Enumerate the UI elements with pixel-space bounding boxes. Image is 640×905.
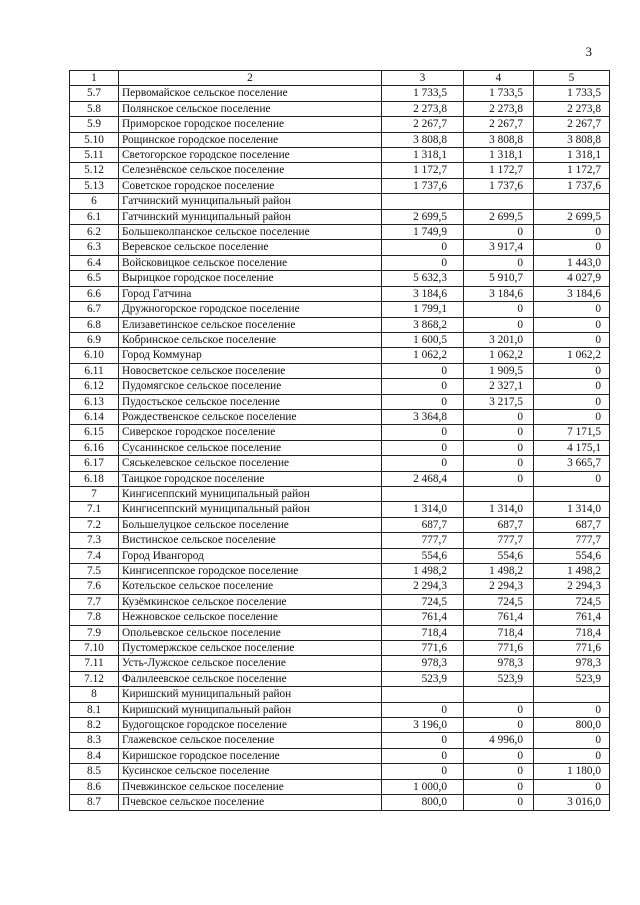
row-number-cell: 7.11: [70, 656, 119, 671]
value-cell-col4: 3 917,4: [464, 240, 534, 255]
table-row: [70, 194, 610, 209]
name-cell: Приморское городское поселение: [119, 117, 382, 132]
value-cell-col3: 978,3: [382, 656, 464, 671]
value-cell-col5: 2 294,3: [534, 579, 610, 594]
value-cell-col4: 0: [464, 764, 534, 779]
name-cell: Пудомягское сельское поселение: [119, 379, 382, 394]
table-row: [70, 148, 610, 163]
value-cell-col3: 3 808,8: [382, 132, 464, 147]
row-number-cell: 6.18: [70, 471, 119, 486]
value-cell-col3: 1 733,5: [382, 86, 464, 101]
table-row: [70, 271, 610, 286]
value-cell-col3: 1 737,6: [382, 178, 464, 193]
row-number-cell: 6.12: [70, 379, 119, 394]
header-cell-1: 1: [70, 71, 119, 86]
row-number-cell: 6.15: [70, 425, 119, 440]
table-row: [70, 594, 610, 609]
row-number-cell: 7.12: [70, 671, 119, 686]
value-cell-col5: 1 172,7: [534, 163, 610, 178]
row-number-cell: 7.2: [70, 517, 119, 532]
row-number-cell: 7.3: [70, 533, 119, 548]
value-cell-col4: 1 314,0: [464, 502, 534, 517]
value-cell-col3: [382, 486, 464, 501]
name-cell: Селезнёвское сельское поселение: [119, 163, 382, 178]
row-number-cell: 6.3: [70, 240, 119, 255]
value-cell-col3: 3 184,6: [382, 286, 464, 301]
value-cell-col4: 3 201,0: [464, 332, 534, 347]
value-cell-col3: 2 699,5: [382, 209, 464, 224]
value-cell-col5: 0: [534, 363, 610, 378]
row-number-cell: 6.4: [70, 255, 119, 270]
row-number-cell: 6.7: [70, 302, 119, 317]
value-cell-col5: 771,6: [534, 641, 610, 656]
name-cell: Елизаветинское сельское поселение: [119, 317, 382, 332]
name-cell: Сиверское городское поселение: [119, 425, 382, 440]
row-number-cell: 5.10: [70, 132, 119, 147]
name-cell: Сяськелевское сельское поселение: [119, 456, 382, 471]
table-row: [70, 564, 610, 579]
table-row: [70, 240, 610, 255]
name-cell: Первомайское сельское поселение: [119, 86, 382, 101]
value-cell-col3: 771,6: [382, 641, 464, 656]
row-number-cell: 6.5: [70, 271, 119, 286]
name-cell: Веревское сельское поселение: [119, 240, 382, 255]
value-cell-col5: 0: [534, 332, 610, 347]
value-cell-col4: 718,4: [464, 625, 534, 640]
value-cell-col5: 7 171,5: [534, 425, 610, 440]
name-cell: Пустомержское сельское поселение: [119, 641, 382, 656]
value-cell-col4: 0: [464, 225, 534, 240]
table-row: [70, 502, 610, 517]
table-row: [70, 132, 610, 147]
table-row: [70, 702, 610, 717]
value-cell-col4: 1 733,5: [464, 86, 534, 101]
value-cell-col4: 1 909,5: [464, 363, 534, 378]
table-row: [70, 795, 610, 810]
name-cell: Город Гатчина: [119, 286, 382, 301]
name-cell: Кузёмкинское сельское поселение: [119, 594, 382, 609]
table-row: [70, 548, 610, 563]
value-cell-col5: 3 808,8: [534, 132, 610, 147]
row-number-cell: 6.13: [70, 394, 119, 409]
value-cell-col4: 1 172,7: [464, 163, 534, 178]
value-cell-col5: 4 175,1: [534, 440, 610, 455]
name-cell: Новосветское сельское поселение: [119, 363, 382, 378]
row-number-cell: 7.8: [70, 610, 119, 625]
value-cell-col5: 0: [534, 394, 610, 409]
row-number-cell: 6.10: [70, 348, 119, 363]
table-row: [70, 101, 610, 116]
value-cell-col4: 4 996,0: [464, 733, 534, 748]
value-cell-col5: 2 267,7: [534, 117, 610, 132]
value-cell-col4: 0: [464, 317, 534, 332]
table-row: [70, 425, 610, 440]
value-cell-col3: 1 172,7: [382, 163, 464, 178]
data-table: [69, 70, 610, 811]
name-cell: Войсковицкое сельское поселение: [119, 255, 382, 270]
value-cell-col5: 0: [534, 302, 610, 317]
name-cell: Котельское сельское поселение: [119, 579, 382, 594]
value-cell-col3: [382, 194, 464, 209]
row-number-cell: 8.7: [70, 795, 119, 810]
row-number-cell: 7: [70, 486, 119, 501]
value-cell-col4: 0: [464, 456, 534, 471]
name-cell: Будогощское городское поселение: [119, 718, 382, 733]
page-number: 3: [585, 44, 592, 59]
name-cell: Кобринское сельское поселение: [119, 332, 382, 347]
row-number-cell: 7.1: [70, 502, 119, 517]
value-cell-col5: 3 184,6: [534, 286, 610, 301]
value-cell-col5: 1 443,0: [534, 255, 610, 270]
value-cell-col4: 1 737,6: [464, 178, 534, 193]
value-cell-col5: 0: [534, 471, 610, 486]
value-cell-col4: 2 294,3: [464, 579, 534, 594]
value-cell-col3: 2 273,8: [382, 101, 464, 116]
value-cell-col4: 0: [464, 779, 534, 794]
row-number-cell: 7.10: [70, 641, 119, 656]
value-cell-col3: 1 314,0: [382, 502, 464, 517]
value-cell-col5: 1 318,1: [534, 148, 610, 163]
name-cell: Рощинское городское поселение: [119, 132, 382, 147]
value-cell-col4: 0: [464, 748, 534, 763]
table-row: [70, 363, 610, 378]
value-cell-col4: 687,7: [464, 517, 534, 532]
table-row: [70, 579, 610, 594]
value-cell-col4: 5 910,7: [464, 271, 534, 286]
value-cell-col4: 0: [464, 471, 534, 486]
name-cell: Кингисеппский муниципальный район: [119, 486, 382, 501]
header-cell-5: 5: [534, 71, 610, 86]
value-cell-col4: 978,3: [464, 656, 534, 671]
table-row: [70, 255, 610, 270]
value-cell-col4: 3 808,8: [464, 132, 534, 147]
value-cell-col4: 0: [464, 255, 534, 270]
row-number-cell: 6.17: [70, 456, 119, 471]
value-cell-col3: 724,5: [382, 594, 464, 609]
table-row: [70, 718, 610, 733]
table-row: [70, 225, 610, 240]
value-cell-col3: 0: [382, 379, 464, 394]
value-cell-col5: 0: [534, 702, 610, 717]
value-cell-col3: 2 267,7: [382, 117, 464, 132]
value-cell-col4: 3 217,5: [464, 394, 534, 409]
row-number-cell: 8.3: [70, 733, 119, 748]
row-number-cell: 6.2: [70, 225, 119, 240]
value-cell-col5: 4 027,9: [534, 271, 610, 286]
value-cell-col4: 724,5: [464, 594, 534, 609]
value-cell-col5: [534, 687, 610, 702]
value-cell-col5: 0: [534, 748, 610, 763]
value-cell-col4: 0: [464, 440, 534, 455]
value-cell-col3: 761,4: [382, 610, 464, 625]
value-cell-col3: 3 364,8: [382, 409, 464, 424]
table-row: [70, 779, 610, 794]
name-cell: Нежновское сельское поселение: [119, 610, 382, 625]
value-cell-col4: 1 498,2: [464, 564, 534, 579]
row-number-cell: 8.4: [70, 748, 119, 763]
value-cell-col5: 718,4: [534, 625, 610, 640]
row-number-cell: 5.11: [70, 148, 119, 163]
value-cell-col3: 0: [382, 440, 464, 455]
name-cell: Киришский муниципальный район: [119, 702, 382, 717]
value-cell-col3: 5 632,3: [382, 271, 464, 286]
name-cell: Полянское сельское поселение: [119, 101, 382, 116]
header-cell-4: 4: [464, 71, 534, 86]
row-number-cell: 7.4: [70, 548, 119, 563]
row-number-cell: 7.7: [70, 594, 119, 609]
table-row: [70, 456, 610, 471]
value-cell-col4: 777,7: [464, 533, 534, 548]
value-cell-col5: 2 699,5: [534, 209, 610, 224]
name-cell: Гатчинский муниципальный район: [119, 194, 382, 209]
table-row: [70, 117, 610, 132]
name-cell: Усть-Лужское сельское поселение: [119, 656, 382, 671]
value-cell-col3: 3 196,0: [382, 718, 464, 733]
value-cell-col3: 0: [382, 425, 464, 440]
value-cell-col4: 0: [464, 718, 534, 733]
row-number-cell: 6.14: [70, 409, 119, 424]
value-cell-col3: 0: [382, 456, 464, 471]
name-cell: Опольевское сельское поселение: [119, 625, 382, 640]
value-cell-col3: 2 468,4: [382, 471, 464, 486]
row-number-cell: 6.9: [70, 332, 119, 347]
value-cell-col4: 3 184,6: [464, 286, 534, 301]
row-number-cell: 6: [70, 194, 119, 209]
name-cell: Вистинское сельское поселение: [119, 533, 382, 548]
header-cell-3: 3: [382, 71, 464, 86]
table-row: [70, 209, 610, 224]
table-row: [70, 86, 610, 101]
value-cell-col4: [464, 486, 534, 501]
table-row: [70, 163, 610, 178]
value-cell-col5: 1 498,2: [534, 564, 610, 579]
row-number-cell: 8.6: [70, 779, 119, 794]
name-cell: Глажевское сельское поселение: [119, 733, 382, 748]
value-cell-col5: 0: [534, 240, 610, 255]
row-number-cell: 7.6: [70, 579, 119, 594]
value-cell-col5: 1 062,2: [534, 348, 610, 363]
value-cell-col3: 554,6: [382, 548, 464, 563]
name-cell: Город Коммунар: [119, 348, 382, 363]
value-cell-col5: 1 180,0: [534, 764, 610, 779]
value-cell-col4: [464, 687, 534, 702]
row-number-cell: 8.2: [70, 718, 119, 733]
name-cell: Сусанинское сельское поселение: [119, 440, 382, 455]
table-row: [70, 610, 610, 625]
value-cell-col3: 0: [382, 733, 464, 748]
value-cell-col4: 0: [464, 302, 534, 317]
table-row: [70, 641, 610, 656]
row-number-cell: 6.11: [70, 363, 119, 378]
value-cell-col5: 554,6: [534, 548, 610, 563]
table-row: [70, 286, 610, 301]
value-cell-col3: 2 294,3: [382, 579, 464, 594]
value-cell-col3: 1 000,0: [382, 779, 464, 794]
value-cell-col3: 0: [382, 394, 464, 409]
name-cell: Дружногорское городское поселение: [119, 302, 382, 317]
value-cell-col5: 2 273,8: [534, 101, 610, 116]
table-row: [70, 409, 610, 424]
value-cell-col4: 2 327,1: [464, 379, 534, 394]
value-cell-col4: 2 273,8: [464, 101, 534, 116]
value-cell-col3: 0: [382, 255, 464, 270]
name-cell: Пчевское сельское поселение: [119, 795, 382, 810]
value-cell-col4: 554,6: [464, 548, 534, 563]
table-row: [70, 625, 610, 640]
name-cell: Кусинское сельское поселение: [119, 764, 382, 779]
row-number-cell: 6.1: [70, 209, 119, 224]
value-cell-col4: 523,9: [464, 671, 534, 686]
value-cell-col5: 724,5: [534, 594, 610, 609]
header-cell-2: 2: [119, 71, 382, 86]
value-cell-col3: 1 749,9: [382, 225, 464, 240]
table-row: [70, 733, 610, 748]
name-cell: Киришский муниципальный район: [119, 687, 382, 702]
value-cell-col4: 1 318,1: [464, 148, 534, 163]
value-cell-col5: 1 733,5: [534, 86, 610, 101]
row-number-cell: 5.12: [70, 163, 119, 178]
value-cell-col3: 523,9: [382, 671, 464, 686]
row-number-cell: 5.13: [70, 178, 119, 193]
value-cell-col3: 3 868,2: [382, 317, 464, 332]
table-row: [70, 178, 610, 193]
name-cell: Таицкое городское поселение: [119, 471, 382, 486]
name-cell: Пчевжинское сельское поселение: [119, 779, 382, 794]
table-row: [70, 348, 610, 363]
value-cell-col4: 0: [464, 425, 534, 440]
table-row: [70, 471, 610, 486]
value-cell-col5: 3 016,0: [534, 795, 610, 810]
value-cell-col3: 0: [382, 764, 464, 779]
value-cell-col3: 1 498,2: [382, 564, 464, 579]
row-number-cell: 6.8: [70, 317, 119, 332]
value-cell-col5: 0: [534, 779, 610, 794]
value-cell-col5: [534, 194, 610, 209]
value-cell-col4: 761,4: [464, 610, 534, 625]
row-number-cell: 7.9: [70, 625, 119, 640]
value-cell-col5: 0: [534, 733, 610, 748]
row-number-cell: 8.5: [70, 764, 119, 779]
name-cell: Вырицкое городское поселение: [119, 271, 382, 286]
value-cell-col4: 771,6: [464, 641, 534, 656]
value-cell-col4: 1 062,2: [464, 348, 534, 363]
value-cell-col4: [464, 194, 534, 209]
name-cell: Гатчинский муниципальный район: [119, 209, 382, 224]
value-cell-col3: 0: [382, 240, 464, 255]
name-cell: Кингисеппское городское поселение: [119, 564, 382, 579]
table-row: [70, 379, 610, 394]
value-cell-col3: 0: [382, 363, 464, 378]
name-cell: Фалилеевское сельское поселение: [119, 671, 382, 686]
value-cell-col3: 718,4: [382, 625, 464, 640]
value-cell-col5: 1 314,0: [534, 502, 610, 517]
table-row: [70, 517, 610, 532]
value-cell-col5: 978,3: [534, 656, 610, 671]
table-row: [70, 764, 610, 779]
table-row: [70, 671, 610, 686]
value-cell-col3: 1 318,1: [382, 148, 464, 163]
row-number-cell: 6.6: [70, 286, 119, 301]
value-cell-col4: 0: [464, 702, 534, 717]
table-body: [70, 71, 610, 811]
table-row: [70, 332, 610, 347]
value-cell-col5: 0: [534, 317, 610, 332]
row-number-cell: 6.16: [70, 440, 119, 455]
value-cell-col3: 687,7: [382, 517, 464, 532]
table-row: [70, 302, 610, 317]
value-cell-col5: 0: [534, 379, 610, 394]
value-cell-col3: 1 799,1: [382, 302, 464, 317]
value-cell-col3: 0: [382, 748, 464, 763]
name-cell: Большелуцкое сельское поселение: [119, 517, 382, 532]
name-cell: Светогорское городское поселение: [119, 148, 382, 163]
value-cell-col5: 1 737,6: [534, 178, 610, 193]
row-number-cell: 7.5: [70, 564, 119, 579]
row-number-cell: 5.8: [70, 101, 119, 116]
value-cell-col3: 0: [382, 702, 464, 717]
value-cell-col3: 777,7: [382, 533, 464, 548]
name-cell: Советское городское поселение: [119, 178, 382, 193]
name-cell: Пудостьское сельское поселение: [119, 394, 382, 409]
row-number-cell: 5.9: [70, 117, 119, 132]
table-row: [70, 394, 610, 409]
value-cell-col5: 523,9: [534, 671, 610, 686]
value-cell-col4: 0: [464, 409, 534, 424]
row-number-cell: 8.1: [70, 702, 119, 717]
value-cell-col4: 2 267,7: [464, 117, 534, 132]
row-number-cell: 5.7: [70, 86, 119, 101]
value-cell-col5: 761,4: [534, 610, 610, 625]
table-row: [70, 486, 610, 501]
table-row: [70, 533, 610, 548]
table-row: [70, 748, 610, 763]
table-row: [70, 687, 610, 702]
value-cell-col5: 800,0: [534, 718, 610, 733]
value-cell-col5: 0: [534, 225, 610, 240]
value-cell-col3: [382, 687, 464, 702]
value-cell-col5: 777,7: [534, 533, 610, 548]
value-cell-col3: 1 600,5: [382, 332, 464, 347]
table-row: [70, 440, 610, 455]
table-header-row: [70, 71, 610, 86]
value-cell-col5: 3 665,7: [534, 456, 610, 471]
table-row: [70, 656, 610, 671]
value-cell-col3: 1 062,2: [382, 348, 464, 363]
name-cell: Рождественское сельское поселение: [119, 409, 382, 424]
table-row: [70, 317, 610, 332]
value-cell-col5: [534, 486, 610, 501]
row-number-cell: 8: [70, 687, 119, 702]
name-cell: Город Ивангород: [119, 548, 382, 563]
name-cell: Большеколпанское сельское поселение: [119, 225, 382, 240]
value-cell-col5: 687,7: [534, 517, 610, 532]
value-cell-col3: 800,0: [382, 795, 464, 810]
value-cell-col4: 2 699,5: [464, 209, 534, 224]
value-cell-col5: 0: [534, 409, 610, 424]
name-cell: Кингисеппский муниципальный район: [119, 502, 382, 517]
value-cell-col4: 0: [464, 795, 534, 810]
name-cell: Киришское городское поселение: [119, 748, 382, 763]
